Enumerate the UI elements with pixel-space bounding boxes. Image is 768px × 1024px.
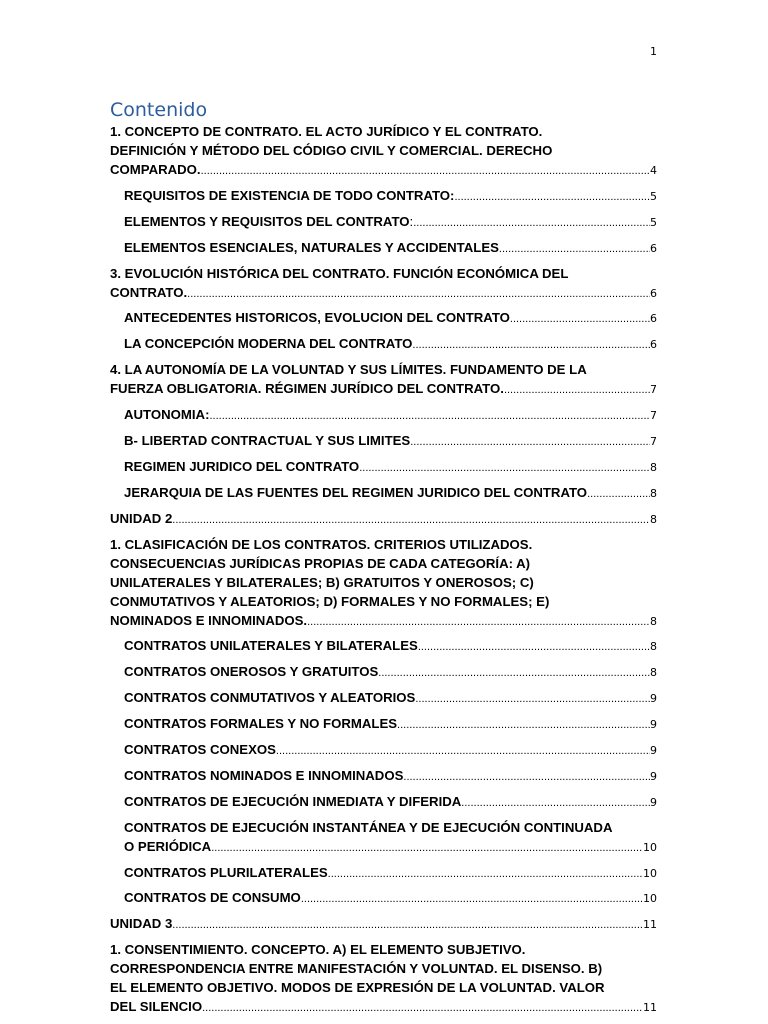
toc-entry[interactable] <box>110 740 657 761</box>
dot-leader <box>410 433 650 452</box>
toc-entry-text: 1. CLASIFICACIÓN DE LOS CONTRATOS. CRITERIOS UTILIZADOS. <box>110 536 533 552</box>
toc-entry-text: CONTRATOS DE EJECUCIÓN INSTANTÁNEA Y DE EJECUCIÓN CONTINUADA <box>124 819 613 835</box>
toc-entry-row <box>110 611 657 632</box>
toc-entry-row <box>124 792 657 813</box>
toc-page-number: 10 <box>643 866 657 880</box>
toc-page-number: 9 <box>650 795 657 809</box>
toc-page-number: 9 <box>650 744 657 758</box>
toc-entry-row <box>124 740 657 761</box>
toc-entry-text: ELEMENTOS Y REQUISITOS DEL CONTRATO <box>124 213 410 229</box>
toc-entry-row <box>124 308 657 329</box>
toc-entry-text: CONTRATOS PLURILATERALES <box>124 864 328 880</box>
toc-entry-text: COMPARADO. <box>110 162 201 177</box>
toc-entry[interactable] <box>110 688 657 709</box>
toc-entry-text: ELEMENTOS ESENCIALES, NATURALES Y ACCIDENTALES <box>124 239 499 255</box>
toc-entry-row <box>124 457 657 478</box>
dot-leader <box>412 336 650 355</box>
toc-entry[interactable] <box>110 186 657 207</box>
dot-leader <box>510 310 650 329</box>
toc-entry-row <box>124 405 657 426</box>
toc-entry-row <box>124 186 657 207</box>
dot-leader <box>499 240 650 259</box>
dot-leader <box>276 742 650 761</box>
toc-entry-row <box>124 714 657 735</box>
toc-page-number: 10 <box>643 840 657 854</box>
dot-leader <box>187 285 650 304</box>
toc-entry[interactable] <box>110 360 657 400</box>
dot-leader <box>378 664 650 683</box>
dot-leader <box>209 407 650 426</box>
toc-entry-text: UNILATERALES Y BILATERALES; B) GRATUITOS Y ONEROSOS; C) <box>110 574 534 590</box>
toc-entry-row <box>124 688 657 709</box>
dot-leader <box>202 999 643 1018</box>
dot-leader <box>504 381 650 400</box>
toc-entry-text: AUTONOMIA: <box>124 407 210 423</box>
dot-leader <box>201 162 650 181</box>
toc-page-number: 11 <box>643 918 657 932</box>
toc-page-number: 5 <box>650 189 657 203</box>
toc-page-number: 8 <box>650 512 657 526</box>
toc-entry[interactable] <box>110 483 657 504</box>
toc-entry-text: 1. CONSENTIMIENTO. CONCEPTO. A) EL ELEMENTO SUBJETIVO. <box>110 942 526 958</box>
toc-entry-row <box>124 662 657 683</box>
toc-entry-row <box>124 863 657 884</box>
dot-leader <box>461 794 650 813</box>
table-of-contents <box>110 98 657 1018</box>
toc-entry[interactable] <box>110 264 657 304</box>
toc-entry-row <box>110 997 657 1018</box>
toc-entry-text: ANTECEDENTES HISTORICOS, EVOLUCION DEL CONTRATO <box>124 310 510 326</box>
toc-entry-row <box>124 888 657 909</box>
dot-leader <box>413 214 650 233</box>
toc-page-number: 6 <box>650 338 657 352</box>
dot-leader <box>403 768 650 787</box>
toc-page-number: 7 <box>650 435 657 449</box>
toc-page-number: 11 <box>643 1001 657 1015</box>
toc-entry-row <box>124 766 657 787</box>
toc-entry[interactable] <box>110 238 657 259</box>
toc-entry-suffix: : <box>409 213 414 229</box>
toc-entry-row <box>124 334 657 355</box>
toc-entry-text: CONTRATO. <box>110 284 188 300</box>
toc-entry[interactable] <box>110 714 657 735</box>
toc-entry-text: NOMINADOS E INNOMINADOS. <box>110 612 308 628</box>
toc-entry-text: CONMUTATIVOS Y ALEATORIOS; D) FORMALES Y NO FORMALES; E) <box>110 593 550 609</box>
toc-entry-text: UNIDAD 2 <box>110 510 173 526</box>
toc-page-number: 8 <box>650 486 657 500</box>
toc-page-number: 9 <box>650 769 657 783</box>
toc-entry-text: UNIDAD 3 <box>110 916 173 932</box>
toc-entry-row <box>124 837 657 858</box>
toc-page-number: 5 <box>650 215 657 229</box>
dot-leader <box>587 485 650 504</box>
dot-leader <box>418 638 650 657</box>
toc-entry-text: EL ELEMENTO OBJETIVO. MODOS DE EXPRESIÓN DE LA VOLUNTAD. VALOR <box>110 980 605 996</box>
toc-entry-text: CONTRATOS DE CONSUMO <box>124 890 301 906</box>
toc-page-number: 6 <box>650 241 657 255</box>
toc-entry-row <box>110 914 657 935</box>
toc-entry-text: 1. CONCEPTO DE CONTRATO. EL ACTO JURÍDICO Y EL CONTRATO. <box>110 124 543 139</box>
toc-entry-row <box>110 160 657 181</box>
toc-entry-text: 4. LA AUTONOMÍA DE LA VOLUNTAD Y SUS LÍMITES. FUNDAMENTO DE LA <box>110 362 587 378</box>
toc-entry[interactable] <box>110 212 657 233</box>
toc-entry-row <box>110 509 657 530</box>
toc-page-number: 8 <box>650 614 657 628</box>
toc-entry-row <box>124 431 657 452</box>
toc-entry[interactable] <box>110 457 657 478</box>
dot-leader <box>454 188 650 207</box>
dot-leader <box>415 690 650 709</box>
page-number: 1 <box>650 45 657 58</box>
dot-leader <box>359 459 650 478</box>
toc-page-number: 10 <box>643 892 657 906</box>
toc-page-number: 9 <box>650 692 657 706</box>
dot-leader <box>211 839 643 858</box>
toc-entry-text: FUERZA OBLIGATORIA. RÉGIMEN JURÍDICO DEL CONTRATO. <box>110 381 504 397</box>
toc-entry-text: CONTRATOS ONEROSOS Y GRATUITOS <box>124 664 379 680</box>
toc-entry-text: DEL SILENCIO <box>110 999 203 1015</box>
toc-entry-text: CONTRATOS CONEXOS <box>124 742 276 758</box>
toc-entry[interactable] <box>110 766 657 787</box>
toc-page-number: 7 <box>650 409 657 423</box>
toc-entry[interactable] <box>110 818 657 858</box>
toc-entry-text: O PERIÓDICA <box>124 838 212 854</box>
toc-entry[interactable] <box>110 792 657 813</box>
toc-entry-text: REGIMEN JURIDICO DEL CONTRATO <box>124 458 360 474</box>
dot-leader <box>307 613 650 632</box>
toc-entry-row <box>124 483 657 504</box>
dot-leader <box>172 916 643 935</box>
toc-page-number: 4 <box>650 164 657 177</box>
toc-entry-text: CONSECUENCIAS JURÍDICAS PROPIAS DE CADA CATEGORÍA: A) <box>110 555 531 571</box>
toc-entry[interactable] <box>110 940 657 1018</box>
toc-page-number: 6 <box>650 312 657 326</box>
dot-leader <box>301 890 643 909</box>
toc-entry-row <box>124 238 657 259</box>
dot-leader <box>328 865 643 884</box>
toc-entry[interactable] <box>110 535 657 632</box>
toc-page-number: 8 <box>650 666 657 680</box>
toc-page-number: 6 <box>650 286 657 300</box>
toc-entry-text: CONTRATOS UNILATERALES Y BILATERALES <box>124 638 418 654</box>
toc-entry[interactable] <box>110 405 657 426</box>
toc-entry[interactable] <box>110 636 657 657</box>
toc-entry-row <box>110 283 657 304</box>
toc-entry-text: DEFINICIÓN Y MÉTODO DEL CÓDIGO CIVIL Y COMERCIAL. DERECHO <box>110 143 553 158</box>
toc-entry-text: REQUISITOS DE EXISTENCIA DE TODO CONTRATO: <box>124 187 455 203</box>
dot-leader <box>172 511 650 530</box>
toc-entry-text: 3. EVOLUCIÓN HISTÓRICA DEL CONTRATO. FUNCIÓN ECONÓMICA DEL <box>110 265 569 281</box>
toc-entry[interactable] <box>110 334 657 355</box>
toc-entry-text: JERARQUIA DE LAS FUENTES DEL REGIMEN JURIDICO DEL CONTRATO <box>124 484 588 500</box>
toc-entry-text: LA CONCEPCIÓN MODERNA DEL CONTRATO <box>124 336 413 352</box>
toc-entry-text: CONTRATOS FORMALES Y NO FORMALES <box>124 716 398 732</box>
toc-page-number: 8 <box>650 640 657 654</box>
toc-entry-row <box>110 379 657 400</box>
toc-entry-text: CONTRATOS DE EJECUCIÓN INMEDIATA Y DIFERIDA <box>124 793 462 809</box>
toc-entries <box>110 122 657 1018</box>
toc-entry-text: B- LIBERTAD CONTRACTUAL Y SUS LIMITES <box>124 433 411 449</box>
toc-entry[interactable] <box>110 863 657 884</box>
toc-entry[interactable] <box>110 308 657 329</box>
toc-entry[interactable] <box>110 122 657 181</box>
toc-page-number: 7 <box>650 383 657 397</box>
toc-entry[interactable] <box>110 662 657 683</box>
toc-entry[interactable] <box>110 914 657 935</box>
toc-title: Contenido <box>110 99 208 121</box>
toc-entry[interactable] <box>110 888 657 909</box>
toc-entry[interactable] <box>110 509 657 530</box>
toc-entry[interactable] <box>110 431 657 452</box>
toc-page-number: 9 <box>650 718 657 732</box>
toc-entry-text: CONTRATOS NOMINADOS E INNOMINADOS <box>124 767 404 783</box>
dot-leader <box>397 716 650 735</box>
toc-entry-row <box>124 212 657 233</box>
toc-entry-text: CONTRATOS CONMUTATIVOS Y ALEATORIOS <box>124 690 416 706</box>
toc-entry-text: CORRESPONDENCIA ENTRE MANIFESTACIÓN Y VOLUNTAD. EL DISENSO. B) <box>110 961 603 977</box>
toc-page-number: 8 <box>650 460 657 474</box>
toc-entry-row <box>124 636 657 657</box>
